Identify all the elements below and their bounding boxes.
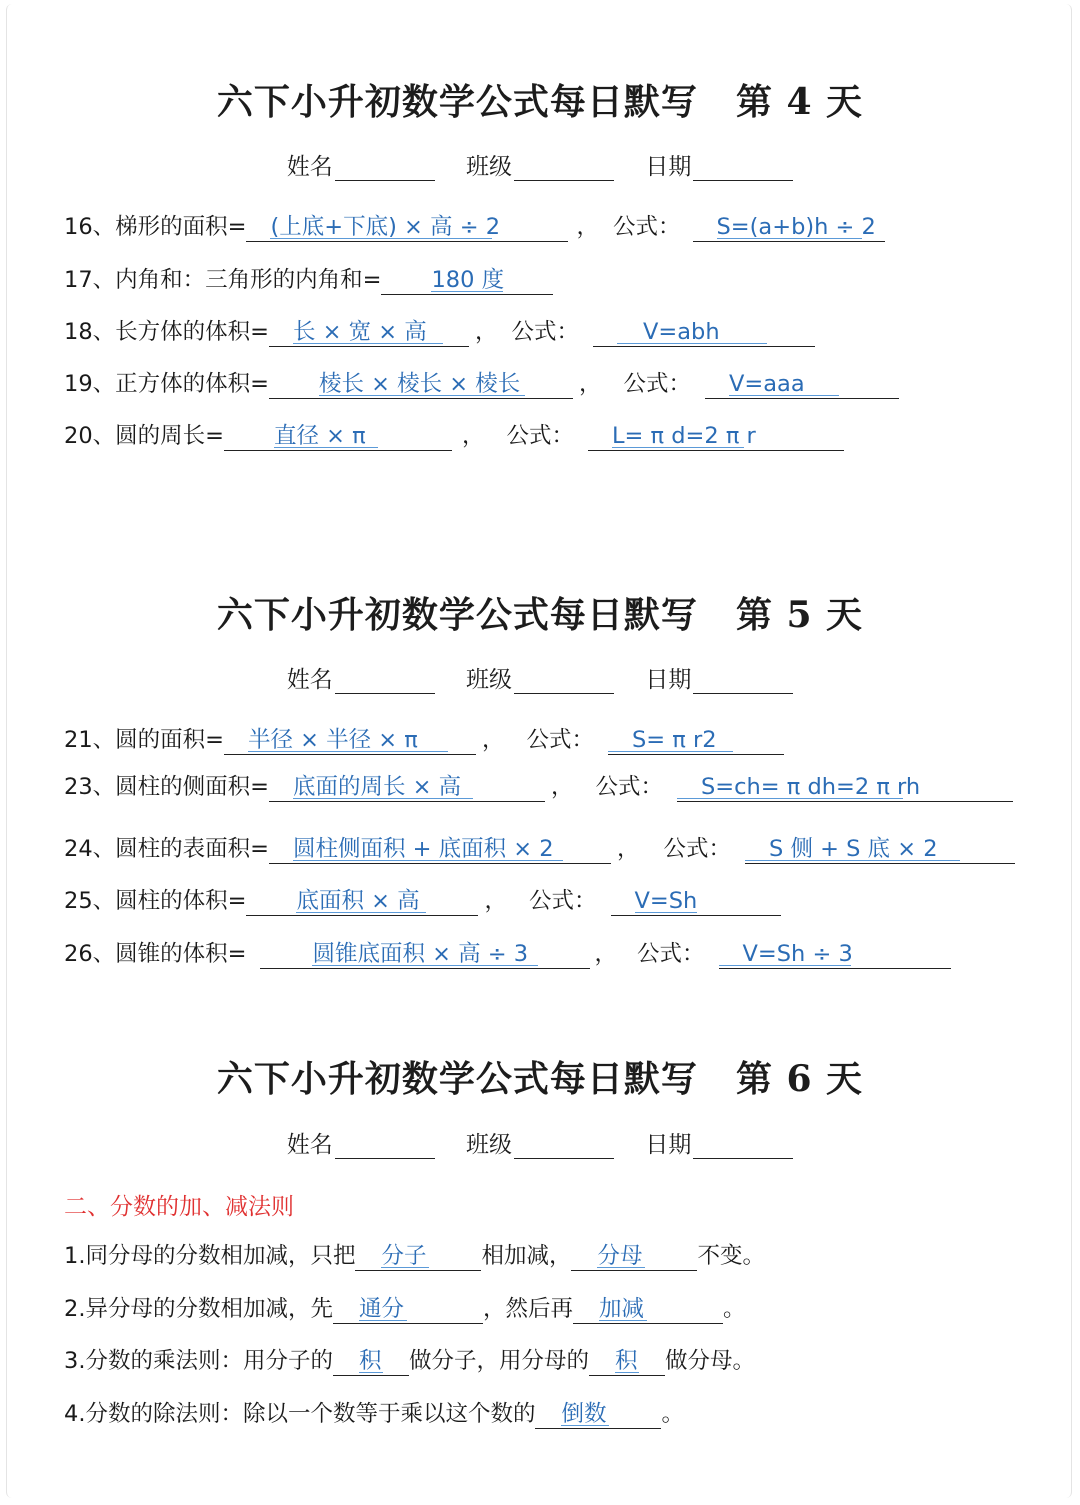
formula-blank[interactable] [588,421,844,451]
answer-blank[interactable] [333,1346,409,1376]
name-field[interactable] [287,148,435,181]
rule-text: 。 [661,1401,684,1427]
rule-item [64,1346,755,1378]
rule-text: 3.分数的乘法则：用分子的 [64,1348,333,1374]
formula-item [64,369,899,401]
answer-text: 底面的周长 × 高 [292,774,462,800]
title-day: 第 6 天 [735,1058,864,1100]
item-sep: ， [550,774,574,800]
item-prefix: 17、内角和：三角形的内角和= [64,267,382,293]
item-prefix: 16、梯形的面积= [64,214,247,240]
title-text: 六下小升初数学公式每日默写 [216,81,698,123]
item-prefix: 18、长方体的体积= [64,319,269,345]
formula-blank[interactable] [677,772,1013,802]
name-blank[interactable] [335,154,435,181]
name-field[interactable] [287,1126,435,1159]
sheet-title [0,1051,1080,1102]
formula-blank[interactable] [705,369,899,399]
rule-text: 2.异分母的分数相加减，先 [64,1296,333,1322]
formula-text: S= π r2 [632,727,717,753]
answer-text: 圆锥底面积 × 高 ÷ 3 [312,941,529,967]
formula-text: V=abh [643,319,720,345]
rule-text: 。 [722,1296,746,1322]
item-sep: ， [484,888,507,914]
formula-text: V=Sh [634,888,698,914]
sheet-title [0,74,1080,125]
formula-label: 公式： [511,319,580,345]
date-label: 日期 [645,1132,692,1158]
class-label: 班级 [466,154,512,180]
student-info-row [0,661,1080,694]
item-prefix: 19、正方体的体积= [64,371,269,397]
answer-text: 积 [614,1348,638,1374]
answer-text: 180 度 [431,267,505,293]
formula-label: 公式： [529,888,597,914]
formula-label: 公式： [506,423,575,449]
name-label: 姓名 [286,154,333,180]
name-blank[interactable] [335,667,435,694]
formula-label: 公式： [663,836,732,862]
item-prefix: 24、圆柱的表面积= [64,836,269,862]
answer-blank[interactable] [224,725,476,755]
formula-text: V=Sh ÷ 3 [742,941,853,967]
sheet-title [0,587,1080,638]
formula-blank[interactable] [745,834,1015,864]
item-prefix: 21、圆的面积= [64,727,224,753]
rule-text: 做分子，用分母的 [408,1348,589,1374]
formula-text: V=aaa [729,371,805,397]
answer-text: 分母 [597,1243,643,1269]
item-sep: ， [594,941,617,967]
rule-text: 相加减， [481,1243,572,1269]
student-info-row [0,148,1080,181]
answer-text: 加减 [598,1296,644,1322]
answer-text: 通分 [358,1296,404,1322]
class-field[interactable] [466,661,614,694]
rule-text: 做分母。 [664,1348,755,1374]
formula-blank[interactable] [719,939,951,969]
formula-blank[interactable] [693,212,885,242]
title-text: 六下小升初数学公式每日默写 [216,594,698,636]
formula-label: 公式： [623,371,692,397]
answer-blank[interactable] [246,886,478,916]
formula-label: 公式： [637,941,705,967]
answer-text: 长 × 宽 × 高 [292,319,427,345]
formula-label: 公式： [613,214,681,240]
title-day: 第 4 天 [735,81,864,123]
formula-item [64,265,553,297]
formula-item [64,317,815,349]
answer-blank[interactable] [269,772,545,802]
date-blank[interactable] [693,1132,793,1159]
formula-item [64,939,951,971]
answer-blank[interactable] [224,421,452,451]
date-field[interactable] [645,1126,793,1159]
date-field[interactable] [645,661,793,694]
formula-text: S=ch= π dh=2 π rh [701,774,921,800]
item-sep: ， [576,214,599,240]
item-prefix: 26、圆锥的体积= [64,941,247,967]
answer-blank[interactable] [355,1241,481,1271]
student-info-row [0,1126,1080,1159]
date-field[interactable] [645,148,793,181]
title-day: 第 5 天 [735,594,864,636]
answer-blank[interactable] [333,1294,483,1324]
class-label: 班级 [466,667,512,693]
formula-label: 公式： [526,727,595,753]
item-prefix: 25、圆柱的体积= [64,888,247,914]
class-label: 班级 [466,1132,512,1158]
formula-blank[interactable] [593,317,815,347]
date-blank[interactable] [693,667,793,694]
rule-text: 1.同分母的分数相加减，只把 [64,1243,356,1269]
formula-item [64,725,784,757]
formula-item [64,772,1013,804]
answer-blank[interactable] [571,1241,697,1271]
answer-blank[interactable] [246,212,568,242]
item-sep: ， [474,319,498,345]
rule-item [64,1294,746,1326]
answer-blank[interactable] [589,1346,665,1376]
class-field[interactable] [466,1126,614,1159]
rule-text: 不变。 [697,1243,765,1269]
answer-blank[interactable] [269,317,469,347]
answer-text: 底面积 × 高 [296,888,420,914]
answer-blank[interactable] [573,1294,723,1324]
answer-blank[interactable] [381,265,553,295]
formula-blank[interactable] [608,725,784,755]
answer-text: 分子 [381,1243,427,1269]
item-sep: ， [578,371,602,397]
formula-item [64,886,781,918]
section-heading: 二、分数的加、减法则 [64,1194,294,1220]
class-blank[interactable] [514,1132,614,1159]
date-label: 日期 [645,154,692,180]
answer-blank[interactable] [260,939,590,969]
formula-item [64,212,885,244]
name-blank[interactable] [335,1132,435,1159]
date-blank[interactable] [693,154,793,181]
name-field[interactable] [287,661,435,694]
class-field[interactable] [466,148,614,181]
answer-blank[interactable] [269,369,573,399]
name-label: 姓名 [286,667,333,693]
formula-text: S=(a+b)h ÷ 2 [716,214,876,240]
item-prefix: 23、圆柱的侧面积= [64,774,269,800]
item-sep: ， [616,836,640,862]
answer-text: 半径 × 半径 × π [247,727,418,753]
answer-text: 棱长 × 棱长 × 棱长 [318,371,521,397]
answer-text: 圆柱侧面积 + 底面积 × 2 [292,836,554,862]
class-blank[interactable] [514,667,614,694]
answer-text: 直径 × π [273,423,366,449]
formula-item [64,834,1015,866]
item-sep: ， [481,727,505,753]
answer-blank[interactable] [269,834,611,864]
title-text: 六下小升初数学公式每日默写 [216,1058,698,1100]
item-prefix: 20、圆的周长= [64,423,224,449]
answer-text: 积 [358,1348,382,1374]
formula-text: S 侧 + S 底 × 2 [769,836,938,862]
answer-text: 倒数 [561,1401,607,1427]
rule-text: ，然后再 [482,1296,573,1322]
rule-item [64,1399,684,1431]
rule-item [64,1241,765,1273]
formula-item [64,421,844,453]
answer-text: (上底+下底) × 高 ÷ 2 [270,214,501,240]
formula-label: 公式： [595,774,664,800]
formula-text: L= π d=2 π r [612,423,756,449]
class-blank[interactable] [514,154,614,181]
answer-blank[interactable] [535,1399,661,1429]
date-label: 日期 [645,667,692,693]
formula-blank[interactable] [611,886,781,916]
name-label: 姓名 [286,1132,333,1158]
rule-text: 4.分数的除法则：除以一个数等于乘以这个数的 [64,1401,536,1427]
item-sep: ， [461,423,485,449]
